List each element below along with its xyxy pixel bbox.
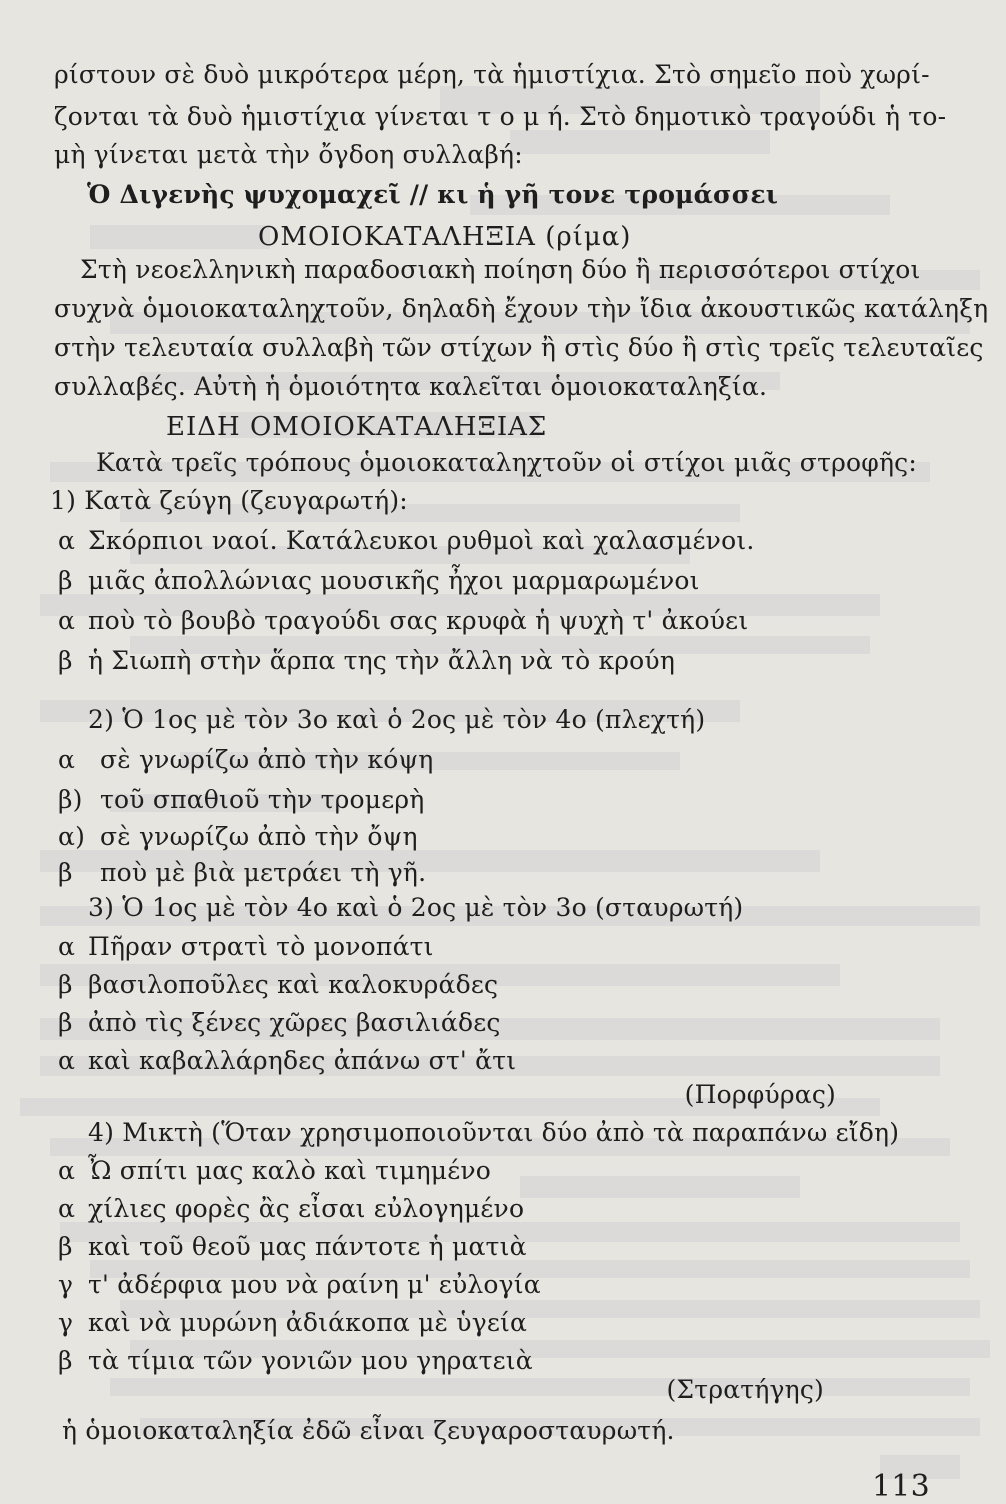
rhyme-label: β <box>58 1346 73 1375</box>
intro-line-2: ζονται τὰ δυὸ ἡμιστίχια γίνεται τ ο μ ή. Στὸ δημοτικὸ τραγούδι ἡ το- <box>54 102 947 131</box>
page-number: 113 <box>872 1469 930 1504</box>
rhyme-paragraph-line-2: συχνὰ ὁμοιοκαταληχτοῦν, δηλαδὴ ἔχουν τὴν ἴδια ἀκουστικῶς κατάληξη <box>54 294 989 323</box>
rhyme-label: α <box>58 745 76 774</box>
rhyme-label: α <box>58 1156 76 1185</box>
rhyme-label: β <box>58 566 73 595</box>
heading-rhyme: ΟΜΟΙΟΚΑΤΑΛΗΞΙΑ (ρίμα) <box>258 222 632 252</box>
verse-line: β τὰ τίμια τῶν γονιῶν μου γηρατειὰ <box>58 1346 533 1375</box>
heading-kinds: ΕΙΔΗ ΟΜΟΙΟΚΑΤΑΛΗΞΙΑΣ <box>166 412 548 442</box>
rhyme-label: γ <box>58 1270 74 1299</box>
rhyme-label: α) <box>58 822 86 851</box>
author-stratigis: (Στρατήγης) <box>666 1375 824 1404</box>
rhyme-label: α <box>58 1046 76 1075</box>
verse-line: α Πῆραν στρατὶ τὸ μονοπάτι <box>58 932 434 961</box>
verse-line: α καὶ καβαλλάρηδες ἀπάνω στ' ἄτι <box>58 1046 517 1075</box>
rhyme-label: α <box>58 1194 76 1223</box>
rhyme-label: α <box>58 932 76 961</box>
verse-line: α Ὦ σπίτι μας καλὸ καὶ τιμημένο <box>58 1156 492 1185</box>
section-3-title: 3) Ὁ 1ος μὲ τὸν 4ο καὶ ὁ 2ος μὲ τὸν 3ο (σταυρωτή) <box>88 893 744 922</box>
verse-line: β καὶ τοῦ θεοῦ μας πάντοτε ἡ ματιὰ <box>58 1232 527 1261</box>
rhyme-label: β) <box>58 785 83 814</box>
verse-line: α χίλιες φορὲς ἂς εἶσαι εὐλογημένο <box>58 1194 525 1223</box>
verse-line: γ τ' ἀδέρφια μου νὰ ραίνη μ' εὐλογία <box>58 1270 541 1299</box>
section-1-title: 1) Κατὰ ζεύγη (ζευγαρωτή): <box>50 486 408 515</box>
verse-line: β ἀπὸ τὶς ξένες χῶρες βασιλιάδες <box>58 1008 501 1037</box>
verse-line: β βασιλοποῦλες καὶ καλοκυράδες <box>58 970 499 999</box>
verse-line: α σὲ γνωρίζω ἀπὸ τὴν κόψη <box>58 745 434 774</box>
verse-line: α) σὲ γνωρίζω ἀπὸ τὴν ὄψη <box>58 822 418 851</box>
rhyme-label: β <box>58 1008 73 1037</box>
intro-line-3: μὴ γίνεται μετὰ τὴν ὄγδοη συλλαβή: <box>54 140 523 169</box>
intro-line-1: ρίστουν σὲ δυὸ μικρότερα μέρη, τὰ ἡμιστίχια. Στὸ σημεῖο ποὺ χωρί- <box>54 60 930 89</box>
verse-line: β ἡ Σιωπὴ στὴν ἅρπα της τὴν ἄλλη νὰ τὸ κρούη <box>58 646 676 675</box>
rhyme-paragraph-line-1: Στὴ νεοελληνικὴ παραδοσιακὴ ποίηση δύο ἢ περισσότεροι στίχοι <box>80 255 921 284</box>
section-4-title: 4) Μικτὴ (Ὅταν χρησιμοποιοῦνται δύο ἀπὸ τὰ παραπάνω εἴδη) <box>88 1118 900 1147</box>
example-verse: Ὁ Διγενὴς ψυχομαχεῖ // κι ἡ γῆ τονε τρομάσσει <box>87 180 779 209</box>
rhyme-label: γ <box>58 1308 74 1337</box>
kinds-intro: Κατὰ τρεῖς τρόπους ὁμοιοκαταληχτοῦν οἱ στίχοι μιᾶς στροφῆς: <box>96 448 917 477</box>
rhyme-label: α <box>58 606 76 635</box>
verse-line: β μιᾶς ἀπολλώνιας μουσικῆς ἦχοι μαρμαρωμένοι <box>58 566 700 595</box>
rhyme-paragraph-line-4: συλλαβές. Αὐτὴ ἡ ὁμοιότητα καλεῖται ὁμοιοκαταληξία. <box>54 372 768 401</box>
verse-line: γ καὶ νὰ μυρώνη ἀδιάκοπα μὲ ὑγεία <box>58 1308 528 1337</box>
rhyme-label: α <box>58 526 76 555</box>
verse-line: β) τοῦ σπαθιοῦ τὴν τρομερὴ <box>58 785 425 814</box>
verse-line: β ποὺ μὲ βιὰ μετράει τὴ γῆ. <box>58 858 427 887</box>
rhyme-label: β <box>58 858 73 887</box>
rhyme-label: β <box>58 970 73 999</box>
rhyme-paragraph-line-3: στὴν τελευταία συλλαβὴ τῶν στίχων ἢ στὶς δύο ἢ στὶς τρεῖς τελευταῖες <box>54 333 984 362</box>
section-2-title: 2) Ὁ 1ος μὲ τὸν 3ο καὶ ὁ 2ος μὲ τὸν 4ο (πλεχτή) <box>88 705 706 734</box>
verse-line: α ποὺ τὸ βουβὸ τραγούδι σας κρυφὰ ἡ ψυχὴ τ' ἀκούει <box>58 606 749 635</box>
rhyme-label: β <box>58 1232 73 1261</box>
closing-line: ἡ ὁμοιοκαταληξία ἐδῶ εἶναι ζευγαροσταυρωτή. <box>62 1416 675 1445</box>
rhyme-label: β <box>58 646 73 675</box>
verse-line: α Σκόρπιοι ναοί. Κατάλευκοι ρυθμοὶ καὶ χαλασμένοι. <box>58 526 755 555</box>
author-porfyras: (Πορφύρας) <box>684 1080 836 1109</box>
